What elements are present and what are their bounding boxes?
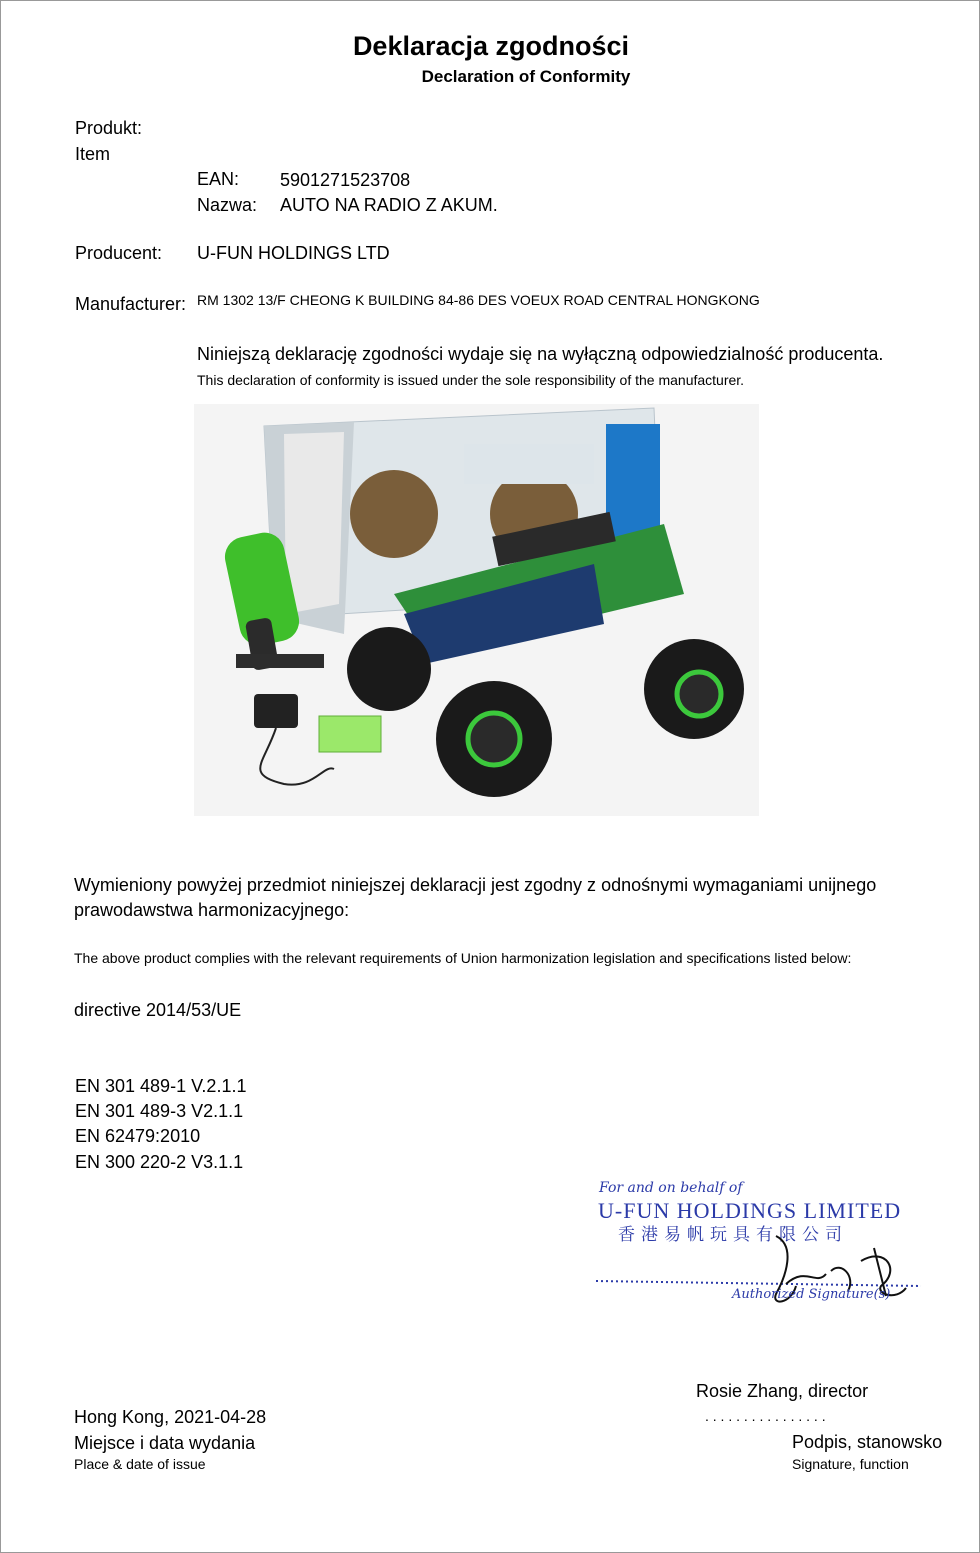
manufacturer-label-en: Manufacturer:	[75, 294, 187, 314]
standard-item: EN 301 489-3 V2.1.1	[75, 1101, 244, 1121]
manufacturer-address: RM 1302 13/F CHEONG K BUILDING 84-86 DES VOEUX ROAD CENTRAL HONGKONG	[197, 292, 760, 308]
directive: directive 2014/53/UE	[74, 1000, 242, 1020]
product-photo	[194, 404, 759, 816]
signature-label-pl: Podpis, stanowsko	[792, 1432, 943, 1452]
place-date: Hong Kong, 2021-04-28	[74, 1407, 267, 1427]
responsibility-en: This declaration of conformity is issued under the sole responsibility of the manufacturer.	[197, 372, 745, 388]
document-title: Deklaracja zgodności	[352, 31, 630, 61]
standard-item: EN 300 220-2 V3.1.1	[75, 1152, 244, 1172]
company-stamp	[586, 1176, 931, 1316]
name-value: AUTO NA RADIO Z AKUM.	[280, 195, 498, 215]
compliance-en: The above product complies with the relevant requirements of Union harmonization legislation and specifications listed below:	[74, 950, 852, 966]
name-label: Nazwa:	[197, 195, 258, 215]
producer-name: U-FUN HOLDINGS LTD	[197, 243, 390, 263]
stamp-company: U-FUN HOLDINGS LIMITED	[598, 1198, 902, 1223]
stamp-chinese-name: 香港易帆玩具有限公司	[618, 1225, 848, 1245]
signer-name: Rosie Zhang, director	[696, 1381, 869, 1401]
ean-label: EAN:	[197, 169, 240, 189]
standard-item: EN 62479:2010	[75, 1126, 201, 1146]
product-label-pl: Produkt:	[75, 118, 143, 138]
responsibility-pl: Niniejszą deklarację zgodności wydaje się na wyłączną odpowiedzialność producenta.	[197, 344, 884, 364]
compliance-pl-line1: Wymieniony powyżej przedmiot niniejszej deklaracji jest zgodny z odnośnymi wymaganiami unijnego	[74, 875, 877, 895]
product-label-en: Item	[75, 144, 111, 164]
stamp-authorized-signature: Authorized Signature(s)	[732, 1287, 891, 1302]
ean-value: 5901271523708	[280, 170, 411, 190]
stamp-line1: For and on behalf of	[599, 1180, 743, 1196]
signature-dots: . . . . . . . . . . . . . . . .	[705, 1408, 826, 1424]
signature-label-en: Signature, function	[792, 1456, 909, 1472]
document-subtitle: Declaration of Conformity	[421, 67, 631, 86]
place-label-pl: Miejsce i data wydania	[74, 1433, 256, 1453]
place-label-en: Place & date of issue	[74, 1456, 206, 1472]
compliance-pl-line2: prawodawstwa harmonizacyjnego:	[74, 900, 350, 920]
producer-label-pl: Producent:	[75, 243, 163, 263]
standard-item: EN 301 489-1 V.2.1.1	[75, 1076, 247, 1096]
